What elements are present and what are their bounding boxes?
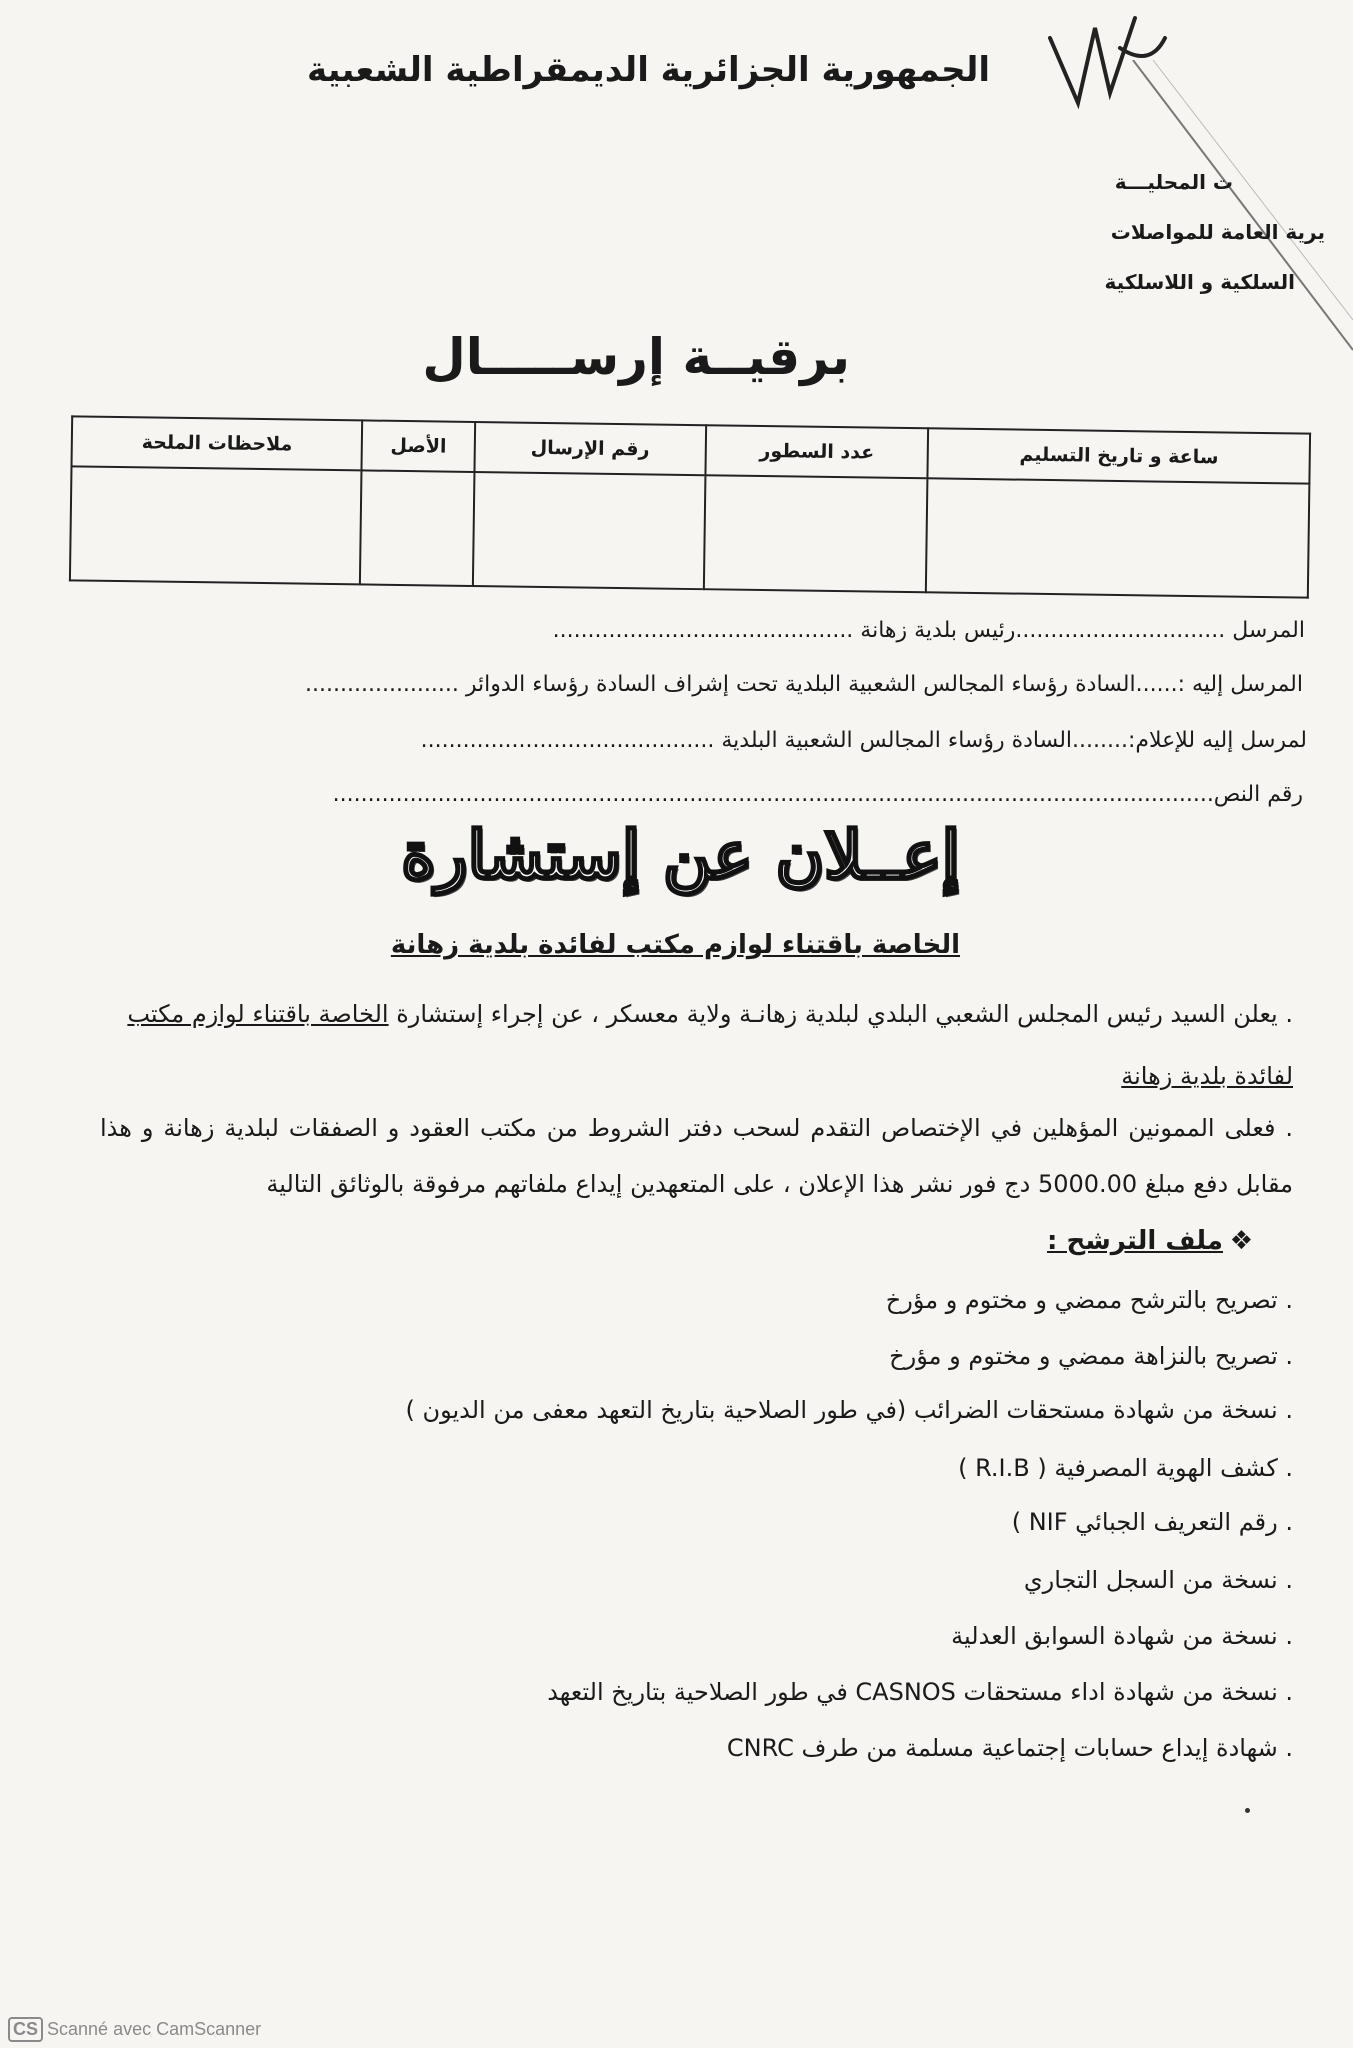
table-cell <box>703 475 927 592</box>
candidacy-heading: ملف الترشح : <box>1047 1226 1223 1256</box>
transmission-table <box>69 415 1311 598</box>
scanner-watermark <box>8 2017 261 2042</box>
list-item: . نسخة من السجل التجاري <box>1023 1566 1293 1594</box>
list-item: . تصريح بالترشح ممضي و مختوم و مؤرخ <box>885 1286 1293 1314</box>
announcement-paragraph-2: . فعلى الممونين المؤهلين في الإختصاص التقدم لسحب دفتر الشروط من مكتب العقود و الصفقات لبلدية زهانة و هذا مقابل دفع مبلغ 5000.00 دج فور نشر هذا الإعلان ، على المتعهدين إيداع ملفاتهم مرفوقة بالوثائق التالية <box>100 1114 1293 1198</box>
p1-underlined: الخاصة باقتناء لوازم مكتب <box>127 1000 389 1028</box>
table-row <box>70 466 1309 597</box>
diamond-bullet-icon: ❖ <box>1229 1226 1253 1256</box>
republic-header: الجمهورية الجزائرية الديمقراطية الشعبية <box>307 50 990 90</box>
sender-field: المرسل ..............................رئيس بلدية زهانة ........................................... <box>552 618 1305 643</box>
table-header-cell: ساعة و تاريخ التسليم <box>928 428 1310 483</box>
table-cell <box>473 472 705 589</box>
list-item: . نسخة من شهادة اداء مستحقات CASNOS في طور الصلاحية بتاريخ التعهد <box>547 1678 1293 1706</box>
p1-text: . يعلن السيد رئيس المجلس الشعبي البلدي لبلدية زهانـة ولاية معسكر ، عن إجراء إستشارة <box>388 1000 1293 1028</box>
list-item: . نسخة من شهادة مستحقات الضرائب (في طور الصلاحية بتاريخ التعهد معفى من الديون ) <box>405 1396 1293 1424</box>
announcement-paragraph-1 <box>100 1000 1293 1028</box>
announcement-subtitle: الخاصة باقتناء لوازم مكتب لفائدة بلدية زهانة <box>390 930 960 960</box>
form-title: برقيــة إرســـــال <box>422 328 850 386</box>
org-line-2: يرية العامة للمواصلات <box>1110 220 1325 244</box>
table-header-cell: عدد السطور <box>705 425 929 478</box>
text-number-field: رقم النص.............................................................................................................................. <box>332 782 1303 807</box>
page-edge-shadow <box>1093 60 1353 360</box>
list-item: . شهادة إيداع حسابات إجتماعية مسلمة من طرف CNRC <box>726 1734 1293 1762</box>
list-item: . نسخة من شهادة السوابق العدلية <box>951 1622 1293 1650</box>
camscanner-logo-icon: CS <box>8 2017 43 2042</box>
table-cell <box>70 466 362 584</box>
table-header-cell: رقم الإرسال <box>474 422 705 475</box>
table-cell <box>360 470 474 586</box>
announcement-title: إعــلان عن إستشارة <box>401 816 960 894</box>
list-item: . تصريح بالنزاهة ممضي و مختوم و مؤرخ <box>889 1342 1293 1370</box>
org-line-3: السلكية و اللاسلكية <box>1104 270 1295 294</box>
announcement-paragraph-1-cont: لفائدة بلدية زهانة <box>1121 1062 1293 1090</box>
list-item: . رقم التعريف الجبائي NIF ) <box>1011 1508 1293 1536</box>
table-header-cell: ملاحظات الملحة <box>72 416 363 470</box>
table-header-cell: الأصل <box>362 420 475 472</box>
watermark-text: Scanné avec CamScanner <box>47 2019 262 2039</box>
list-item: . كشف الهوية المصرفية ( R.I.B ) <box>958 1454 1293 1482</box>
table-cell <box>926 478 1309 597</box>
org-line-1: ت المحليـــة <box>1114 170 1233 194</box>
recipient-field: المرسل إليه :......السادة رؤساء المجالس الشعبية البلدية تحت إشراف السادة رؤساء الدوائر ...................... <box>305 672 1303 697</box>
info-recipient-field: لمرسل إليه للإعلام:........السادة رؤساء المجالس الشعبية البلدية .......................................... <box>420 728 1307 753</box>
stray-mark <box>1245 1808 1250 1813</box>
